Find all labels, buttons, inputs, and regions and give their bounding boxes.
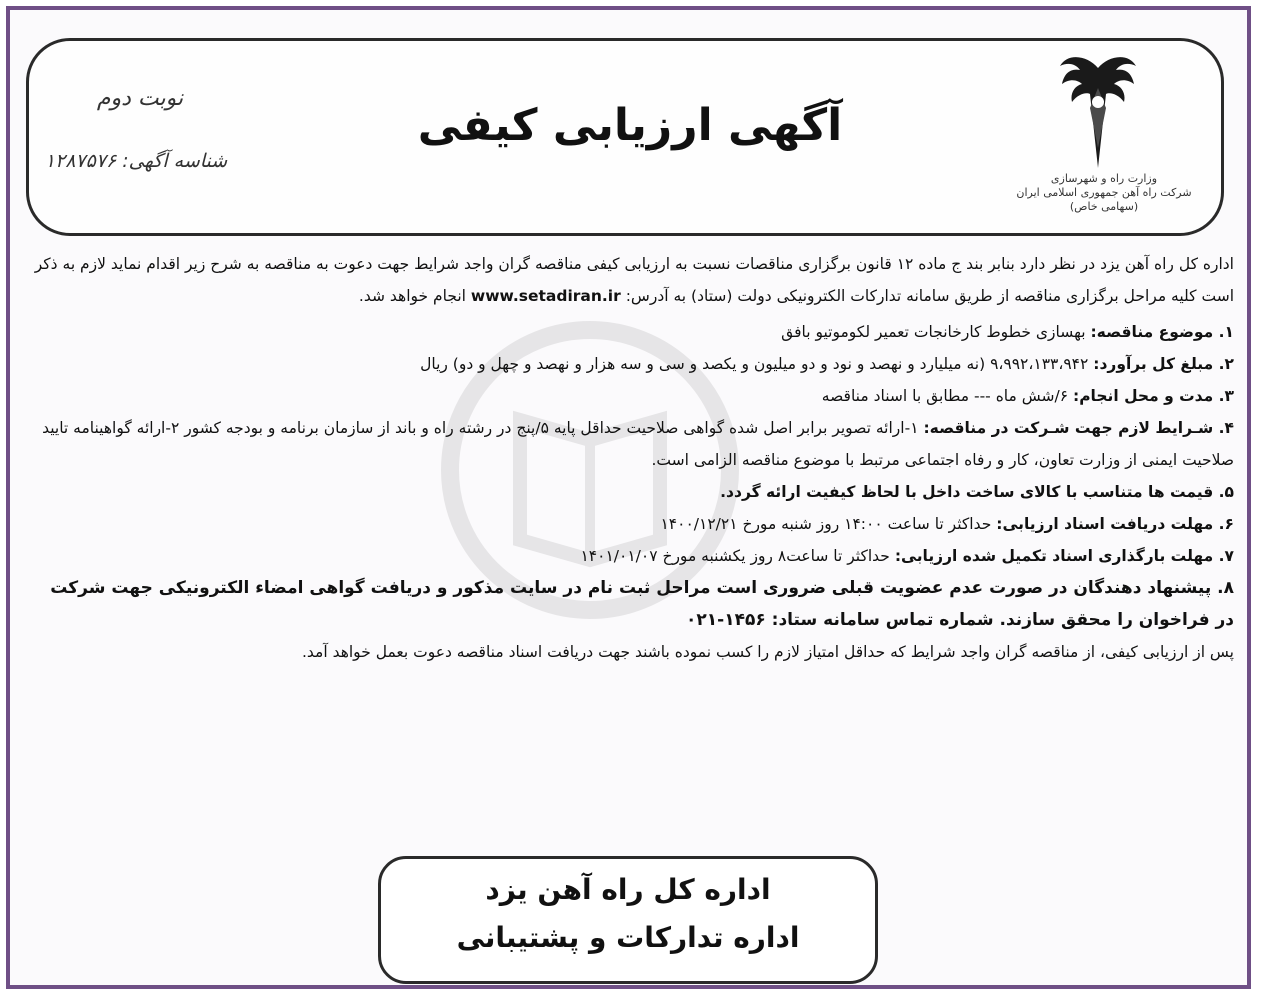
org-line-1: وزارت راه و شهرسازی [1050,172,1158,185]
turn-label: نوبت دوم [96,86,184,111]
closing-paragraph: پس از ارزیابی کیفی، از مناقصه گران واجد شرایط که حداقل امتیاز لازم را کسب نموده باشند جهت دریافت اسناد مناقصه دعوت بعمل خواهد آمد. [301,643,1234,661]
footer-dept: اداره تدارکات و پشتیبانی [456,921,800,954]
intro-paragraph: اداره کل راه آهن یزد در نظر دارد بنابر بند ج ماده ۱۲ قانون برگزاری مناقصات نسبت به ارزیابی کیفی مناقصه گران واجد شرایط جهت دعوت به مناقصه به شرح زیر اقدام نماید لازم به ذکر است کلیه مراحل برگزاری مناقصه از طریق سامانه تدارکات الکترونیکی دولت (ستاد) به آدرس: www.setadiran.ir انجام خواهد شد. [34,255,1234,305]
item-1: ۱. موضوع مناقصه: بهسازی خطوط کارخانجات تعمیر لکوموتیو بافق [781,323,1234,341]
item-6: ۶. مهلت دریافت اسناد ارزیابی: حداکثر تا ساعت ۱۴:۰۰ روز شنبه مورخ ۱۴۰۰/۱۲/۲۱ [660,515,1234,533]
item-7: ۷. مهلت بارگذاری اسناد تکمیل شده ارزیابی: حداکثر تا ساعت۸ روز یکشنبه مورخ ۱۴۰۱/۰۱/۰۷ [580,547,1234,565]
item-4: ۴. شـرایط لازم جهت شـرکت در مناقصه: ۱-ارائه تصویر برابر اصل شده گواهی صلاحیت حداقل پایه ۵/پنج در رشته راه و باند از سازمان برنامه و بودجه کشور ۲-ارائه گواهینامه تایید صلاحیت ایمنی از وزارت تعاون، کار و رفاه اجتماعی مرتبط با موضوع مناقصه الزامی است. [42,419,1234,469]
page-title: آگهی ارزیابی کیفی [417,100,843,151]
railway-logo-icon [1058,48,1138,176]
item-2: ۲. مبلغ کل برآورد: ۹،۹۹۲،۱۳۳،۹۴۲ (نه میلیارد و نهصد و نود و دو میلیون و یکصد و سی و سه هزار و نهصد و چهل و دو) ریال [420,355,1234,373]
website-link[interactable]: www.setadiran.ir [470,287,621,305]
item-5: ۵. قیمت ها متناسب با کالای ساخت داخل با لحاظ کیفیت ارائه گردد. [720,483,1234,501]
item-3: ۳. مدت و محل انجام: ۶/شش ماه --- مطابق با اسناد مناقصه [821,387,1234,405]
org-line-3: (سهامی خاص) [1069,200,1139,213]
org-name [1014,172,1194,214]
ad-id: شناسه آگهی: ۱۲۸۷۵۷۶ [44,150,228,172]
announcement-body [30,248,1234,668]
footer-org: اداره کل راه آهن یزد [485,873,771,906]
item-8: ۸. پیشنهاد دهندگان در صورت عدم عضویت قبلی ضروری است مراحل ثبت نام در سایت مذکور و دریافت گواهی امضاء الکترونیکی جهت شرکت در فراخوان را محقق سازند. شماره تماس سامانه ستاد: ۱۴۵۶-۰۲۱ [50,578,1234,630]
signature-box [378,856,878,984]
org-line-2: شرکت راه آهن جمهوری اسلامی ایران [1016,186,1192,199]
